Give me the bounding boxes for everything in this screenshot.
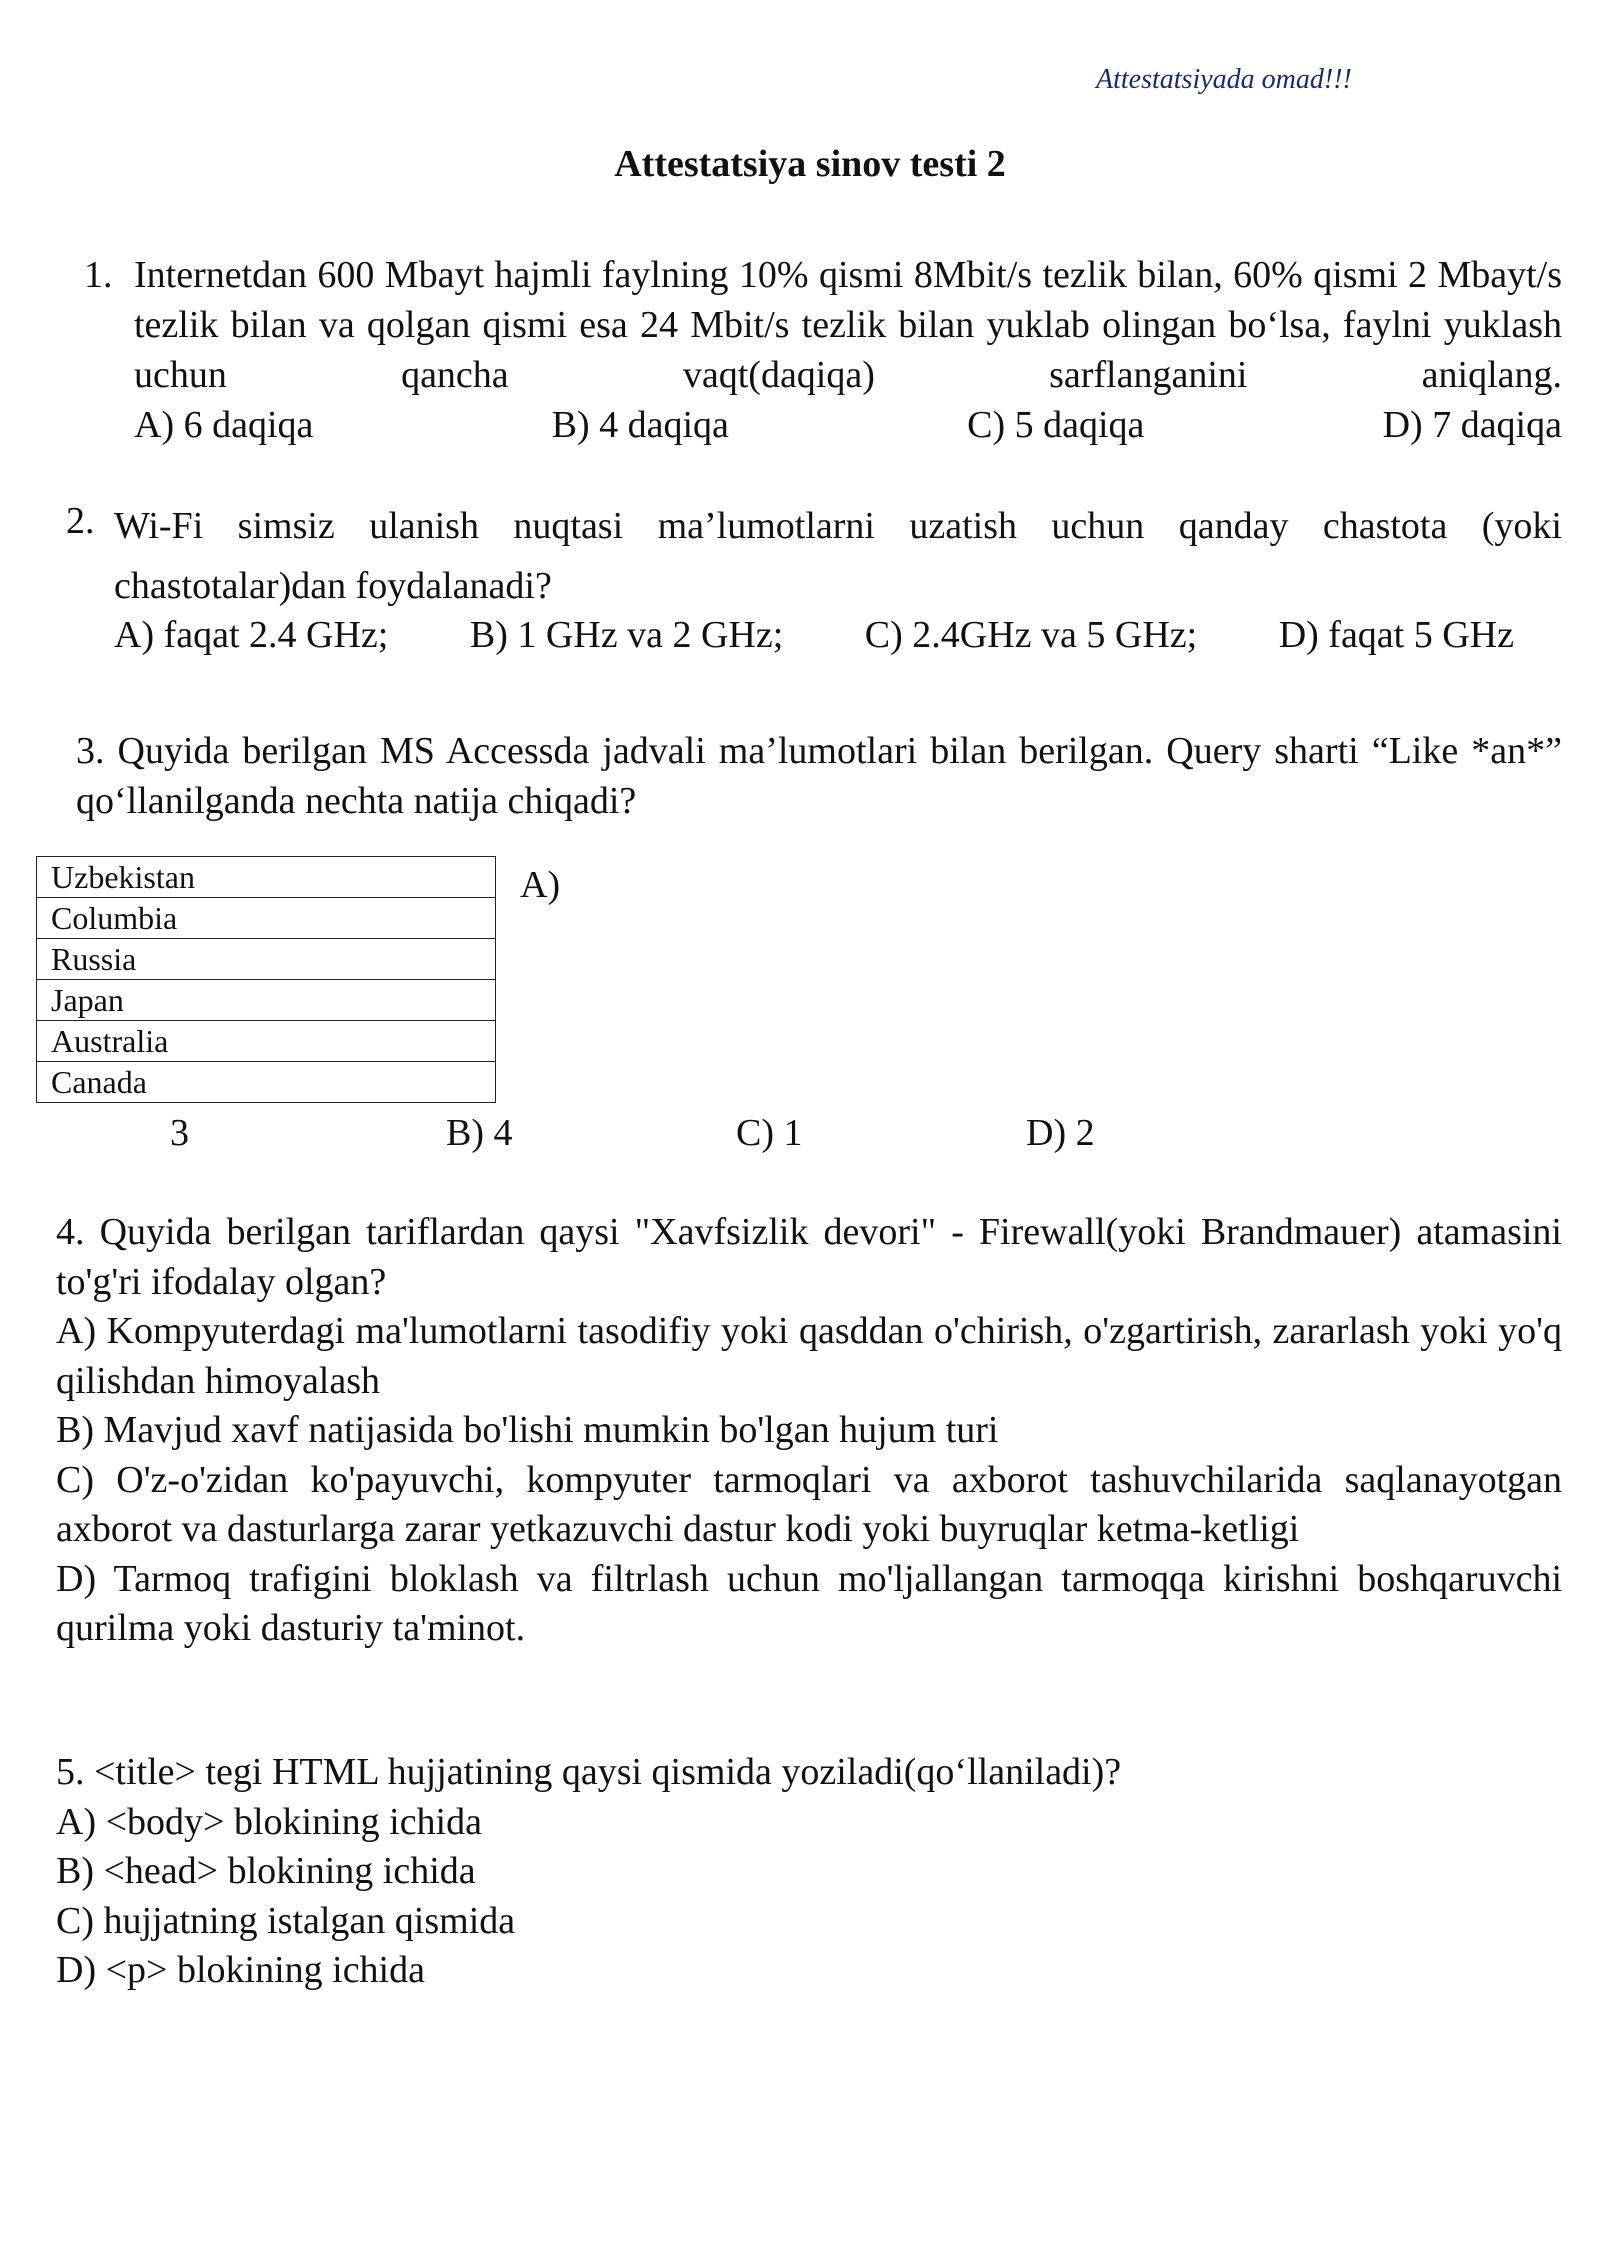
question-2-number: 2. xyxy=(66,500,95,542)
question-2-option-c: C) 2.4GHz va 5 GHz; xyxy=(864,614,1198,656)
question-2-option-d: D) faqat 5 GHz xyxy=(1278,614,1514,656)
question-5-option-b: B) <head> blokining ichida xyxy=(56,1850,476,1892)
question-3-option-d: D) 2 xyxy=(1026,1112,1095,1154)
page-title: Attestatsiya sinov testi 2 xyxy=(614,143,1006,185)
question-5-text: 5. <title> tegi HTML hujjatining qaysi qismida yoziladi(qo‘llaniladi)? xyxy=(56,1751,1122,1793)
question-3-option-a-value: 3 xyxy=(170,1112,189,1154)
question-4-option-a: A) Kompyuterdagi ma'lumotlarni tasodifiy yoki qasddan o'chirish, o'zgartirish, zararlash yoki yo'q qilishdan himoyalash xyxy=(56,1310,1562,1402)
question-4 xyxy=(56,1208,1562,1654)
question-5 xyxy=(56,1748,1562,1996)
table-cell: Uzbekistan xyxy=(37,857,496,898)
question-4-text: 4. Quyida berilgan tariflardan qaysi "Xavfsizlik devori" - Firewall(yoki Brandmauer) atamasini to'g'ri ifodalay olgan? xyxy=(56,1211,1562,1303)
header-note: Attestatsiyada omad!!! xyxy=(1096,64,1352,95)
table-cell: Australia xyxy=(37,1021,496,1062)
question-3-option-c: C) 1 xyxy=(736,1112,803,1154)
question-5-option-a: A) <body> blokining ichida xyxy=(56,1800,482,1843)
question-3-option-a-label: A) xyxy=(520,864,561,906)
question-5-option-c: C) hujjatning istalgan qismida xyxy=(56,1899,516,1942)
question-2-options xyxy=(114,610,1514,660)
table-row xyxy=(37,939,496,980)
table-row xyxy=(37,857,496,898)
question-1-option-c: C) 5 daqiqa xyxy=(967,404,1145,446)
question-5-option-d: D) <p> blokining ichida xyxy=(56,1949,425,1991)
table-row xyxy=(37,980,496,1021)
country-table xyxy=(36,856,496,1103)
table-cell: Japan xyxy=(37,980,496,1021)
question-1-option-d: D) 7 daqiqa xyxy=(1382,404,1562,446)
question-2-text: Wi-Fi simsiz ulanish nuqtasi ma’lumotlarni uzatish uchun qanday chastota (yoki chastotalar)dan foydalanadi? xyxy=(114,505,1562,607)
table-cell: Russia xyxy=(37,939,496,980)
question-4-option-c: C) O'z-o'zidan ko'payuvchi, kompyuter tarmoqlari va axborot tashuvchilarida saqlanayotgan axborot va dasturlarga zarar yetkazuvchi dastur kodi yoki buyruqlar ketma-ketligi xyxy=(56,1458,1562,1550)
question-1-option-a: A) 6 daqiqa xyxy=(134,404,314,446)
question-1-text: Internetdan 600 Mbayt hajmli faylning 10% qismi 8Mbit/s tezlik bilan, 60% qismi 2 Mbayt/s tezlik bilan va qolgan qismi esa 24 Mbit/s tezlik bilan yuklab olingan bo‘lsa, faylni yuklash uchun qancha vaqt(daqiqa) sarflanganini aniqlang. xyxy=(134,254,1562,396)
question-4-option-d: D) Tarmoq trafigini bloklash va filtrlash uchun mo'ljallangan tarmoqqa kirishni boshqaruvchi qurilma yoki dasturiy ta'minot. xyxy=(56,1557,1562,1649)
question-2-option-a: A) faqat 2.4 GHz; xyxy=(114,614,389,656)
question-3-option-b: B) 4 xyxy=(446,1112,513,1154)
question-4-option-b: B) Mavjud xavf natijasida bo'lishi mumkin bo'lgan hujum turi xyxy=(56,1409,999,1451)
table-cell: Columbia xyxy=(37,898,496,939)
table-row xyxy=(37,898,496,939)
table-cell: Canada xyxy=(37,1062,496,1103)
question-1 xyxy=(134,250,1562,450)
question-3-text: 3. Quyida berilgan MS Accessda jadvali ma’lumotlari bilan berilgan. Query sharti “Like *an*” qo‘llanilganda nechta natija chiqadi? xyxy=(76,730,1562,822)
table-row xyxy=(37,1062,496,1103)
question-1-option-b: B) 4 daqiqa xyxy=(551,404,729,446)
question-1-options xyxy=(134,400,1562,450)
question-2-option-b: B) 1 GHz va 2 GHz; xyxy=(469,614,784,656)
question-1-number: 1. xyxy=(84,254,113,296)
table-row xyxy=(37,1021,496,1062)
